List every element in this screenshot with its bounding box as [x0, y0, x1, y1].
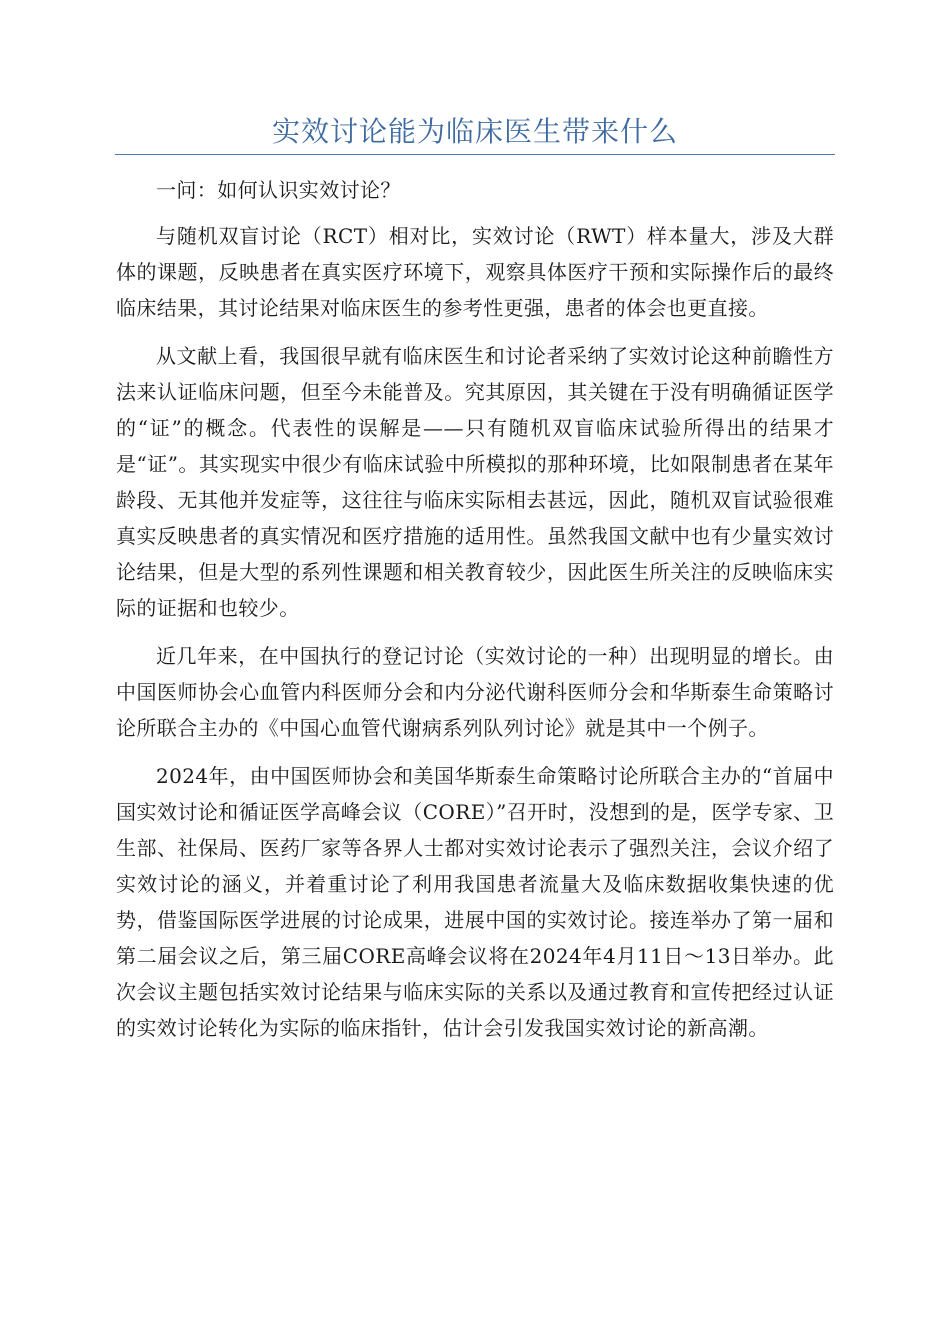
- document-body: [116, 172, 834, 1046]
- section-question: 一问：如何认识实效讨论？: [156, 178, 401, 202]
- paragraph-recent-growth: 近几年来，在中国执行的登记讨论（实效讨论的一种）出现明显的增长。由中国医师协会心血管内科医师分会和内分泌代谢科医师分会和华斯泰生命策略讨论所联合主办的《中国心血管代谢病系列队列讨论》就是其中一个例子。: [116, 644, 834, 740]
- paragraph-core-conference: 2024年，由中国医师协会和美国华斯泰生命策略讨论所联合主办的“首届中国实效讨论和循证医学高峰会议（CORE）”召开时，没想到的是，医学专家、卫生部、社保局、医药厂家等各界人士都对实效讨论表示了强烈关注，会议介绍了实效讨论的涵义，并着重讨论了利用我国患者流量大及临床数据收集快速的优势，借鉴国际医学进展的讨论成果，进展中国的实效讨论。接连举办了第一届和第二届会议之后，第三届CORE高峰会议将在2024年4月11日～13日举办。此次会议主题包括实效讨论结果与临床实际的关系以及通过教育和宣传把经过认证的实效讨论转化为实际的临床指针，估计会引发我国实效讨论的新高潮。: [116, 764, 834, 1040]
- paragraph-rct-vs-rwt: 与随机双盲讨论（RCT）相对比，实效讨论（RWT）样本量大，涉及大群体的课题，反映患者在真实医疗环境下，观察具体医疗干预和实际操作后的最终临床结果，其讨论结果对临床医生的参考性更强，患者的体会也更直接。: [116, 224, 834, 320]
- title-underline: [115, 154, 835, 155]
- paragraph-literature: 从文献上看，我国很早就有临床医生和讨论者采纳了实效讨论这种前瞻性方法来认证临床问题，但至今未能普及。究其原因，其关键在于没有明确循证医学的“证”的概念。代表性的误解是——只有随机双盲临床试验所得出的结果才是“证”。其实现实中很少有临床试验中所模拟的那种环境，比如限制患者在某年龄段、无其他并发症等，这往往与临床实际相去甚远，因此，随机双盲试验很难真实反映患者的真实情况和医疗措施的适用性。虽然我国文献中也有少量实效讨论结果，但是大型的系列性课题和相关教育较少，因此医生所关注的反映临床实际的证据和也较少。: [116, 344, 834, 620]
- document-title: 实效讨论能为临床医生带来什么: [271, 115, 678, 148]
